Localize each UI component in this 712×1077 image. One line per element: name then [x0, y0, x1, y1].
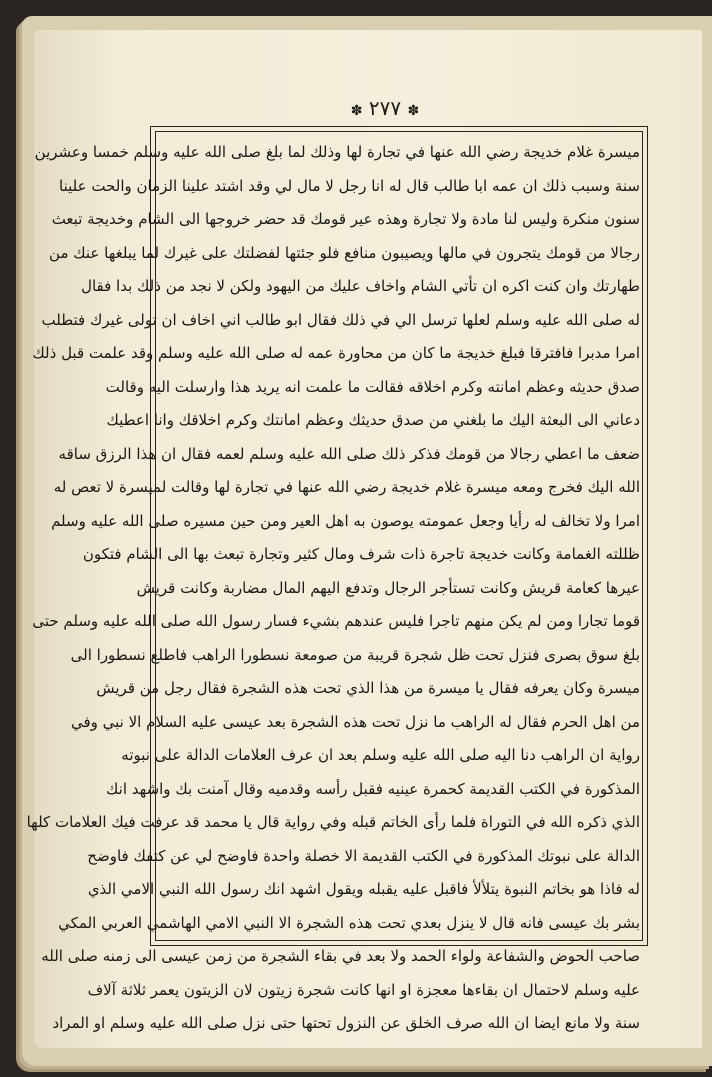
text-line: صدق حديثه وعظم امانته وكرم اخلاقه فقالت ما علمت انه يريد هذا وارسلت اليه وقالت: [105, 377, 640, 396]
text-line: امرا ولا تخالف له رأيا وجعل عمومته يوصون به اهل العير ومن حين مسيره صلى الله عليه وسلم: [51, 511, 640, 530]
ornament-right-icon: ✽: [350, 103, 363, 119]
text-line: ميسرة غلام خديجة رضي الله عنها في تجارة لها وذلك لما بلغ صلى الله عليه وسلم خمسا وعشرين: [34, 143, 640, 161]
text-line: الدالة على نبوتك المذكورة في الكتب القديمة الا خصلة واحدة فاوضح لي عن كتفك فاوضح: [87, 846, 640, 865]
text-line: سنة ولا مانع ايضا ان الله صرف الخلق عن النزول تحتها حتى نزل صلى الله عليه وسلم او المراد: [52, 1014, 640, 1032]
page-header: [330, 96, 440, 120]
text-line: بشر بك عيسى فانه قال لا ينزل بعدي تحت هذه الشجرة الا النبي الامي الهاشمي العربي المكي: [58, 913, 640, 932]
text-line: ميسرة وكان يعرفه فقال يا ميسرة من هذا الذي تحت هذه الشجرة فقال رجل من قريش: [96, 679, 640, 697]
ornament-left-icon: ✽: [407, 103, 420, 119]
text-line: بلغ سوق بصرى فنزل تحت ظل شجرة قريبة من صومعة نسطورا الراهب فاطلع نسطورا الى: [70, 645, 640, 664]
text-line: عليه وسلم لاحتمال ان بقاءها معجزة او انها كانت شجرة زيتون لان الزيتون يعمر ثلاثة آلاف: [87, 980, 640, 999]
text-line: قوما تجارا ومن لم يكن منهم تاجرا فليس عندهم بشيء فسار رسول الله صلى الله عليه وسلم حتى: [32, 612, 640, 630]
text-line: دعاني الى البعثة اليك ما بلغني من صدق حديثك وعظم امانتك وكرم اخلاقك وانا اعطيك: [106, 411, 640, 429]
text-line: سنون منكرة وليس لنا مادة ولا تجارة وهذه عير قومك قد حضر خروجها الى الشام وخديجة تبعث: [51, 210, 640, 228]
text-line: عيرها كعامة قريش وكانت تستأجر الرجال وتدفع اليهم المال مضاربة وكانت قريش: [136, 578, 640, 597]
text-line: المذكورة في الكتب القديمة كحمرة عينيه فقبل رأسه وقدميه وقال آمنت بك واشهد انك: [106, 779, 640, 798]
text-block: [26, 136, 640, 1032]
text-line: له فاذا هو بخاتم النبوة يتلألأ فاقبل عليه يقبله ويقول اشهد انك رسول الله النبي الامي الذي: [87, 880, 640, 898]
text-line: ضعف ما اعطي رجالا من قومك فذكر ذلك صلى الله عليه وسلم لعمه فقال ان هذا الرزق ساقه: [58, 444, 640, 463]
text-line: الله اليك فخرج ومعه ميسرة غلام خديجة رضي الله عنها في تجارة لها وقالت لميسرة لا تعص له: [53, 478, 640, 496]
text-line: الذي ذكره الله في التوراة فلما رأى الخاتم قبله وفي رواية قال يا محمد قد عرفت فيك العلامات كلها: [26, 813, 640, 831]
page-number: ٢٧٧: [368, 96, 402, 120]
text-line: امرا مدبرا فافترقا فبلغ خديجة ما كان من محاورة عمه له صلى الله عليه وسلم وقد علمت قبل ذلك: [32, 344, 640, 362]
text-line: صاحب الحوض والشفاعة ولواء الحمد ولا بعد في بقاء الشجرة من زمن عيسى الى زمنه صلى الله: [41, 947, 640, 965]
text-line: له صلى الله عليه وسلم لعلها ترسل الي في ذلك فقال ابو طالب اني اخاف ان تولى غيرك فتطلب: [41, 310, 640, 329]
text-line: ظللته الغمامة وكانت خديجة تاجرة ذات شرف ومال كثير وتجارة تبعث بها الى الشام فتكون: [82, 545, 640, 563]
text-line: رجالا من قومك يتجرون في مالها ويصيبون منافع فلو جئتها لفضلتك على غيرك لما يبلغها عنك من: [49, 243, 640, 262]
text-line: من اهل الحرم فقال له الراهب ما نزل تحت هذه الشجرة بعد عيسى عليه السلام الا نبي وفي: [70, 712, 640, 731]
text-line: رواية ان الراهب دنا اليه صلى الله عليه وسلم بعد ان عرف العلامات الدالة على نبوته: [121, 746, 640, 764]
text-line: سنة وسبب ذلك ان عمه ابا طالب قال له انا رجل لا مال لي وقد اشتد علينا الزمان والحت علينا: [59, 176, 640, 195]
text-line: طهارتك وان كنت اكره ان تأتي الشام واخاف عليك من اليهود ولكن لا نجد من ذلك بدا فقال: [81, 277, 640, 295]
